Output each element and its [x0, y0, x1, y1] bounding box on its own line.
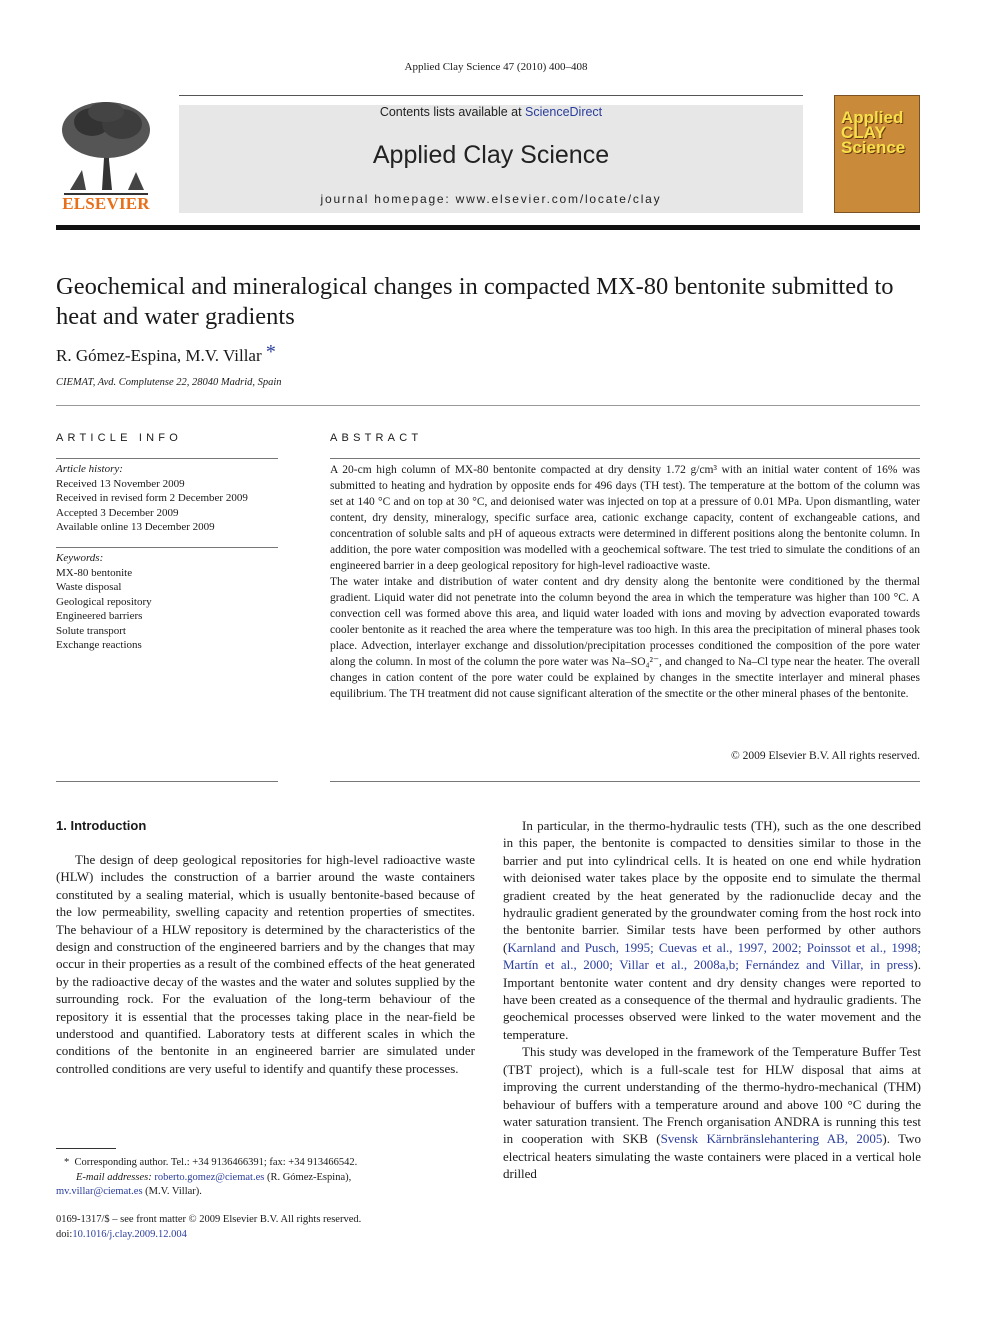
keyword: Engineered barriers: [56, 610, 143, 622]
history-item: Accepted 3 December 2009: [56, 506, 179, 519]
keyword: Solute transport: [56, 624, 126, 637]
intro-paragraph-2: [503, 817, 921, 1043]
intro-p3-text-a: This study was developed in the framework of the Temperature Buffer Test (TBT project), which is a full-scale test for HLW disposal that aims at improving the current understanding of the thermo-hydro-mechanical (THM) behaviour of buffers with a temperature around and above 100 °C during the water saturation transient. The French organisation ANDRA is running this test in cooperation with SKB (: [503, 1044, 921, 1147]
article-info-rule-mid: [56, 547, 278, 548]
cover-line-1: Applied: [841, 108, 904, 127]
intro-left-column: [56, 851, 475, 1077]
footnote-email-2: [56, 1185, 475, 1200]
doi-link[interactable]: 10.1016/j.clay.2009.12.004: [72, 1228, 187, 1240]
authors: [56, 341, 276, 367]
footnote-rule: [56, 1148, 116, 1149]
email-label: E-mail addresses:: [76, 1171, 152, 1183]
front-matter: [56, 1213, 475, 1242]
keyword: Exchange reactions: [56, 639, 142, 651]
cover-line-3: Science: [841, 138, 906, 157]
affiliation-divider: [56, 405, 920, 406]
keywords-label: Keywords:: [56, 552, 104, 564]
abstract-label: ABSTRACT: [330, 432, 423, 444]
history-item: Received 13 November 2009: [56, 477, 185, 490]
email-owner-2: (M.V. Villar).: [145, 1186, 202, 1197]
affiliation: CIEMAT, Avd. Complutense 22, 28040 Madrid, Spain: [56, 377, 282, 388]
abstract-paragraph-1: A 20-cm high column of MX-80 bentonite compacted at dry density 1.72 g/cm³ with an initial water content of 16% was submitted to heating and hydration by opposite ends for 496 days (TH test). The temperature at the bottom of the column was set at 140 °C and on top at 30 °C, and deionised water was injected on top at a pressure of 0.01 MPa. Upon dismantling, water content, dry density, mineralogy, specific surface area, cationic exchange capacity, content of exchangeable cations, and concentration of soluble salts and pH of aqueous extracts were determined in different positions along the bentonite column. In addition, the pore water composition was modelled with a geochemical software. The test tried to simulate the conditions of an engineered barrier in a deep geological repository for high-level radioactive waste.: [330, 464, 920, 572]
citation-link-skb[interactable]: Svensk Kärnbränslehantering AB, 2005: [660, 1131, 883, 1147]
corresponding-author-mark[interactable]: *: [265, 341, 276, 363]
intro-paragraph-1: The design of deep geological repositories for high-level radioactive waste (HLW) includes the construction of a barrier around the waste containers constituted by a sealing material, which is usually bentonite-based because of the low permeability, swelling capacity and retention properties of smectites. The behaviour of a HLW repository is determined by the characteristics of the design and construction of the engineered barriers and by the changes that may occur in their properties as a result of the combined effects of the heat generated by the radioactive decay of the wastes and the water and solutes supplied by the surrounding rock. For the evaluation of the long-term behaviour of the repository it is essential that the processes taking place in the near-field be understood and quantified. Laboratory tests at different scales in which the conditions of the bentonite in an engineered barrier are simulated under controlled conditions are very useful to identify and quantify these processes.: [56, 852, 475, 1076]
sciencedirect-link[interactable]: ScienceDirect: [525, 105, 603, 119]
keyword: Geological repository: [56, 595, 152, 608]
corresponding-author-text: Corresponding author. Tel.: +34 9136466391; fax: +34 913466542.: [74, 1157, 358, 1168]
abstract-copyright: © 2009 Elsevier B.V. All rights reserved.: [731, 750, 920, 762]
journal-homepage[interactable]: journal homepage: www.elsevier.com/locate/clay: [320, 192, 662, 206]
issn-line: 0169-1317/$ – see front matter © 2009 Elsevier B.V. All rights reserved.: [56, 1214, 362, 1225]
header-divider: [56, 225, 920, 230]
abstract-body: [330, 462, 920, 702]
cover-line-2: CLAY: [841, 123, 886, 142]
contents-prefix: Contents lists available at: [379, 105, 526, 119]
masthead-top-rule: [179, 95, 803, 96]
intro-p3-text-b: ). Two electrical heaters simulating the waste containers were placed in a vertical hole drilled: [503, 1131, 921, 1182]
history-item: Available online 13 December 2009: [56, 521, 215, 533]
history-label: Article history:: [56, 463, 123, 475]
intro-p2-text-b: ). Important bentonite water content and dry density changes were reported to have been created as a consequence of the thermal and hydraulic gradients. The geochemical processes observed were linked to the water movement and the temperature.: [503, 957, 921, 1042]
abstract-rule-top: [330, 458, 920, 459]
cover-title: [841, 110, 919, 155]
journal-name: Applied Clay Science: [372, 141, 610, 169]
article-info-rule-top: [56, 458, 278, 459]
footnote-emails: [56, 1171, 475, 1186]
abstract-paragraph-2: The water intake and distribution of water content and dry density along the bentonite were conditioned by the thermal gradient. Liquid water did not penetrate into the column beyond the area in which the temperature was higher than 100 °C. A convection cell was formed above this area, and liquid water loaded with ions and moving by advection evaporated towards cooler bentonite as it reached the area where the temperature was too high. In this area the precipitation of mineral phases took place. Advection, interlayer exchange and dissolution/precipitation processes conditioned the composition of the pore water along the column. In most of the column the pore water was Na–SO₄²⁻, and changed to Na–Cl type near the heater. The overall changes in cation content of the pore water could be explained by changes in the smectite interlayer and mineral phases equilibrium. The TH treatment did not cause significant alteration of the smectite or the other mineral phases of the bentonite.: [330, 576, 920, 700]
keywords: [56, 551, 278, 653]
article-info-label: ARTICLE INFO: [56, 432, 182, 444]
footnote: [56, 1156, 475, 1200]
section-heading-introduction: 1. Introduction: [56, 818, 147, 833]
author-names: R. Gómez-Espina, M.V. Villar: [56, 346, 262, 365]
email-owner-1: (R. Gómez-Espina),: [266, 1171, 352, 1183]
article-history: [56, 462, 278, 535]
running-head: Applied Clay Science 47 (2010) 400–408: [404, 61, 588, 73]
journal-cover-thumbnail: [834, 95, 920, 213]
footnote-mark: *: [64, 1157, 70, 1168]
article-info-rule-bottom: [56, 781, 278, 782]
doi-line: [56, 1228, 475, 1243]
intro-right-column: [503, 817, 921, 1183]
contents-line: [179, 105, 803, 119]
abstract-rule-bottom: [330, 781, 920, 782]
email-link-2[interactable]: mv.villar@ciemat.es: [56, 1186, 143, 1197]
email-link-1[interactable]: roberto.gomez@ciemat.es: [154, 1171, 265, 1183]
intro-paragraph-3: [503, 1043, 921, 1182]
article-title: Geochemical and mineralogical changes in compacted MX-80 bentonite submitted to heat and water gradients: [56, 273, 894, 330]
doi-label: doi:: [56, 1228, 73, 1240]
footnote-corresponding: [56, 1156, 475, 1171]
elsevier-wordmark: ELSEVIER: [62, 194, 150, 213]
intro-p2-text-a: In particular, in the thermo-hydraulic tests (TH), such as the one described in this paper, the bentonite is compacted to densities similar to those in the barrier and put into cylindrical cells. It is heated on one end while hydration with deionised water takes place by the opposite end to simulate the thermal gradient created by the heat generated by the radionuclide decay and the hydraulic gradient generated by the groundwater coming from the host rock into the bentonite barrier. Similar tests have been performed by other authors (: [503, 818, 921, 955]
citation-links[interactable]: Karnland and Pusch, 1995; Cuevas et al., 1997, 2002; Poinssot et al., 1998; Martín et al., 2000; Villar et al., 2008a,b; Fernández and Villar, in press: [503, 939, 921, 973]
keyword: MX-80 bentonite: [56, 566, 133, 579]
keyword: Waste disposal: [56, 581, 122, 593]
history-item: Received in revised form 2 December 2009: [56, 492, 248, 504]
